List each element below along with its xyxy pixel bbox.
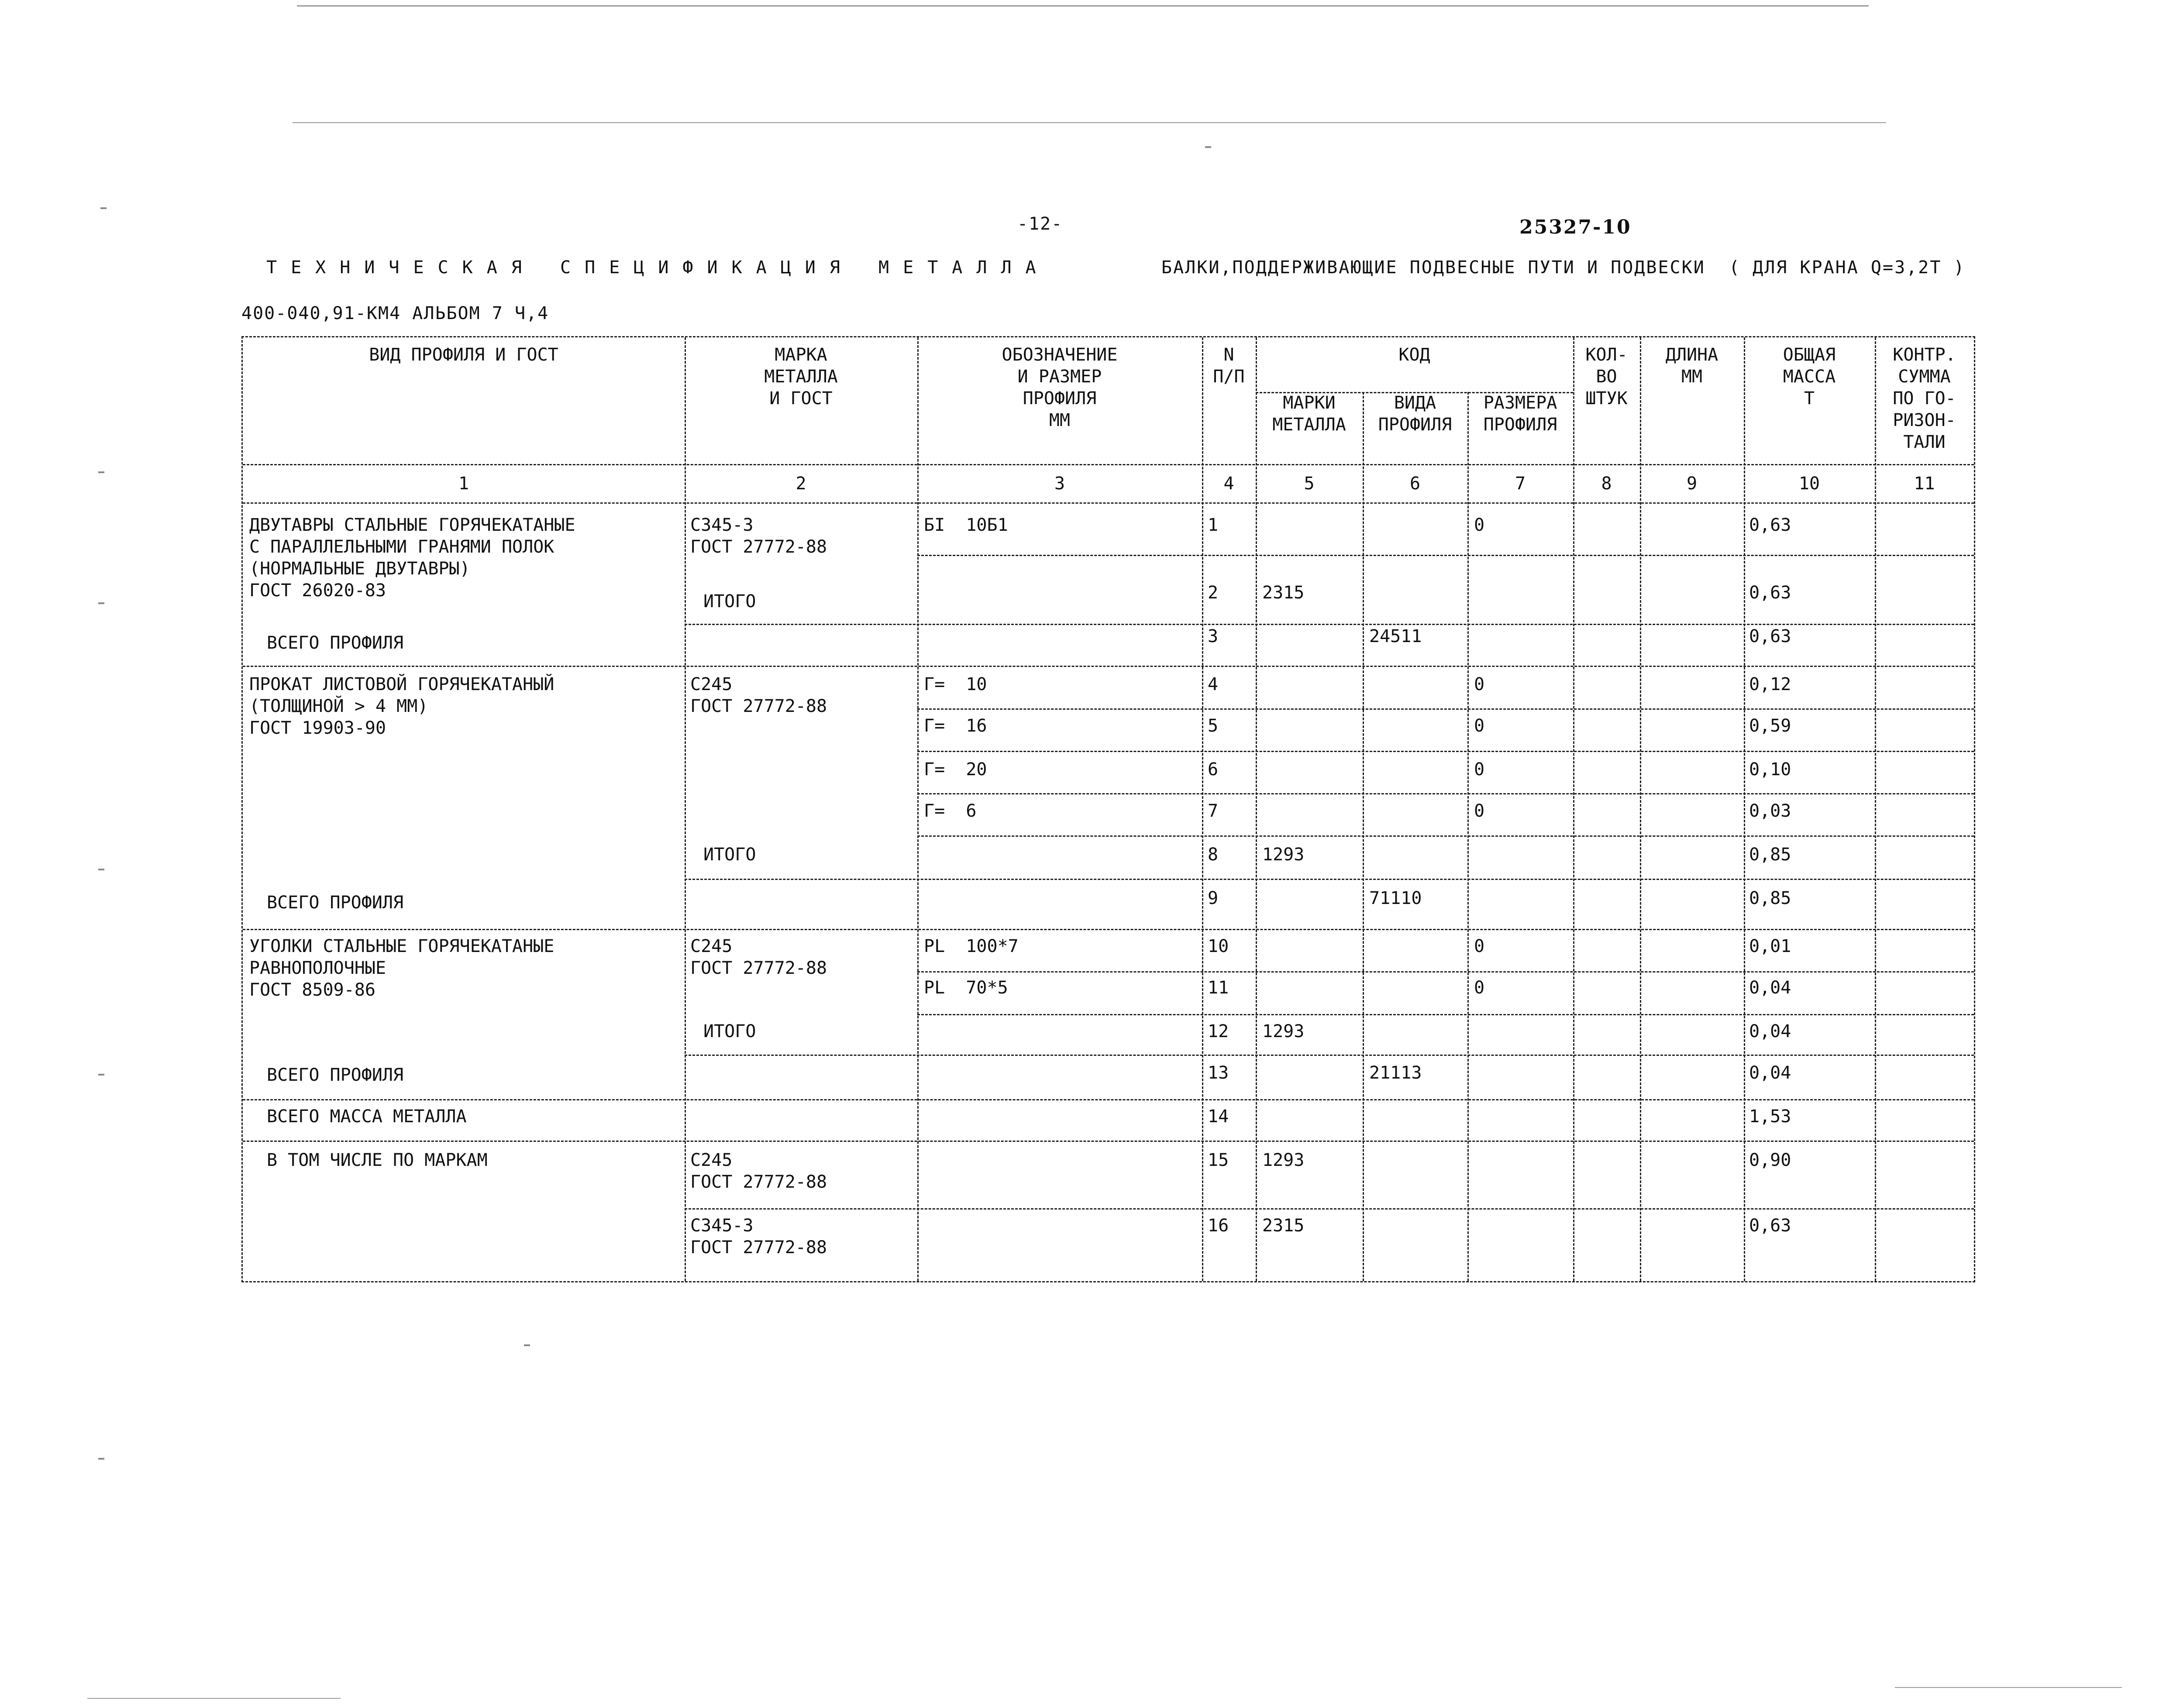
column-number: 7 — [1515, 474, 1526, 494]
row-mass: 0,63 — [1749, 1216, 1791, 1236]
row-mass: 0,04 — [1749, 1021, 1791, 1041]
by-grade-label: В ТОМ ЧИСЛЕ ПО МАРКАМ — [267, 1150, 488, 1170]
row-divider — [243, 1141, 1974, 1142]
row-n: 8 — [1208, 845, 1219, 865]
steel-grade: С345-3 ГОСТ 27772-88 — [690, 1216, 827, 1258]
row-m: 2315 — [1262, 583, 1305, 603]
scan-line — [87, 1698, 341, 1699]
header-code-size: РАЗМЕРА ПРОФИЛЯ — [1483, 393, 1557, 435]
total-mass-label: ВСЕГО МАССА МЕТАЛЛА — [267, 1107, 467, 1127]
row-r: 0 — [1474, 801, 1485, 821]
header-designation: ОБОЗНАЧЕНИЕ И РАЗМЕР ПРОФИЛЯ ММ — [1002, 345, 1118, 430]
row-r: 0 — [1474, 978, 1485, 998]
row-size: Г= 6 — [924, 801, 977, 821]
column-number: 1 — [458, 474, 469, 494]
row-size: PL 100*7 — [924, 936, 1019, 956]
vsego-label: ВСЕГО ПРОФИЛЯ — [267, 633, 404, 653]
scan-speck — [98, 1458, 104, 1460]
steel-grade: С245 ГОСТ 27772-88 — [690, 1150, 827, 1192]
row-r: 0 — [1474, 515, 1485, 535]
column-number: 3 — [1054, 474, 1065, 494]
row-n: 10 — [1208, 936, 1229, 956]
scan-speck — [524, 1344, 530, 1346]
page-number: -12- — [1017, 214, 1063, 234]
column-number: 11 — [1914, 474, 1935, 494]
header-length: ДЛИНА ММ — [1665, 345, 1718, 387]
row-size: Г= 20 — [924, 759, 987, 780]
profile-type: ПРОКАТ ЛИСТОВОЙ ГОРЯЧЕКАТАНЫЙ (ТОЛЩИНОЙ > 4 ММ) ГОСТ 19903-90 — [249, 674, 554, 738]
row-m: 1293 — [1262, 845, 1305, 865]
row-mass: 0,10 — [1749, 759, 1791, 780]
header-divider — [243, 464, 1974, 465]
row-size: БI 10Б1 — [924, 515, 1008, 535]
row-v: 21113 — [1369, 1063, 1422, 1083]
column-number: 2 — [796, 474, 806, 494]
row-n: 13 — [1208, 1063, 1229, 1083]
scan-speck — [98, 1074, 104, 1076]
itogo-label: ИТОГО — [703, 845, 756, 865]
column-number: 5 — [1304, 474, 1315, 494]
header-profile-type: ВИД ПРОФИЛЯ И ГОСТ — [369, 345, 558, 365]
row-r: 0 — [1474, 674, 1485, 694]
column-number: 4 — [1223, 474, 1234, 494]
header-checksum: КОНТР. СУММА ПО ГО- РИЗОН- ТАЛИ — [1893, 345, 1956, 452]
itogo-label: ИТОГО — [703, 1021, 756, 1041]
row-n: 16 — [1208, 1216, 1229, 1236]
column-number: 8 — [1601, 474, 1612, 494]
row-mass: 0,04 — [1749, 1063, 1791, 1083]
row-n: 9 — [1208, 888, 1219, 908]
header-divider — [243, 502, 1974, 504]
row-m: 1293 — [1262, 1021, 1305, 1041]
row-n: 15 — [1208, 1150, 1229, 1170]
header-row-number: N П/П — [1213, 345, 1245, 387]
row-v: 71110 — [1369, 888, 1422, 908]
row-divider — [243, 929, 1974, 930]
header-code: КОД — [1398, 345, 1430, 365]
header-code-steel: МАРКИ МЕТАЛЛА — [1272, 393, 1346, 435]
scan-speck — [98, 869, 104, 870]
header-quantity: КОЛ- ВО ШТУК — [1585, 345, 1628, 409]
scan-line — [293, 122, 1886, 123]
steel-grade: С345-3 ГОСТ 27772-88 — [690, 515, 827, 557]
scan-speck — [100, 207, 107, 209]
row-r: 0 — [1474, 716, 1485, 736]
spec-description: БАЛКИ,ПОДДЕРЖИВАЮЩИЕ ПОДВЕСНЫЕ ПУТИ И ПОДВЕСКИ ( ДЛЯ КРАНА Q=3,2Т ) — [1161, 258, 1966, 278]
row-r: 0 — [1474, 936, 1485, 956]
steel-grade: С245 ГОСТ 27772-88 — [690, 936, 827, 978]
row-mass: 0,63 — [1749, 515, 1791, 535]
row-n: 12 — [1208, 1021, 1229, 1041]
row-mass: 0,90 — [1749, 1150, 1791, 1170]
vsego-label: ВСЕГО ПРОФИЛЯ — [267, 1065, 404, 1085]
profile-type: УГОЛКИ СТАЛЬНЫЕ ГОРЯЧЕКАТАНЫЕ РАВНОПОЛОЧНЫЕ ГОСТ 8509-86 — [249, 936, 554, 1000]
column-number: 9 — [1686, 474, 1698, 494]
header-total-mass: ОБЩАЯ МАССА Т — [1783, 345, 1836, 409]
row-divider — [917, 555, 1974, 556]
scan-speck — [98, 602, 104, 604]
row-divider — [917, 751, 1974, 752]
scan-speck — [98, 471, 104, 473]
row-mass: 1,53 — [1749, 1107, 1791, 1127]
row-mass: 0,04 — [1749, 978, 1791, 998]
row-mass: 0,12 — [1749, 674, 1791, 694]
scan-speck — [1205, 146, 1211, 148]
row-divider — [917, 971, 1974, 973]
header-code-profile: ВИДА ПРОФИЛЯ — [1378, 393, 1452, 435]
row-divider — [685, 879, 1974, 880]
row-m: 2315 — [1262, 1216, 1305, 1236]
row-v: 24511 — [1369, 626, 1422, 646]
header-steel-grade: МАРКА МЕТАЛЛА И ГОСТ — [764, 345, 838, 409]
row-n: 7 — [1208, 801, 1219, 821]
row-size: PL 70*5 — [924, 978, 1008, 998]
row-n: 4 — [1208, 674, 1219, 694]
column-number: 6 — [1409, 474, 1421, 494]
row-divider — [917, 835, 1974, 837]
scan-line — [1895, 1687, 2122, 1688]
row-mass: 0,63 — [1749, 583, 1791, 603]
itogo-label: ИТОГО — [703, 591, 756, 612]
row-n: 6 — [1208, 759, 1219, 780]
row-mass: 0,01 — [1749, 936, 1791, 956]
row-divider — [685, 1208, 1974, 1210]
column-number: 10 — [1798, 474, 1820, 494]
row-divider — [243, 1099, 1974, 1100]
scan-line — [297, 5, 1869, 7]
row-divider — [917, 793, 1974, 794]
spec-title: ТЕХНИЧЕСКАЯ СПЕЦИФИКАЦИЯ МЕТАЛЛА — [266, 258, 1050, 278]
row-mass: 0,03 — [1749, 801, 1791, 821]
row-divider — [685, 624, 1974, 625]
steel-grade: С245 ГОСТ 27772-88 — [690, 674, 827, 716]
row-divider — [917, 708, 1974, 710]
row-size: Г= 16 — [924, 716, 987, 736]
row-mass: 0,59 — [1749, 716, 1791, 736]
row-r: 0 — [1474, 759, 1485, 780]
row-mass: 0,85 — [1749, 845, 1791, 865]
row-n: 14 — [1208, 1107, 1229, 1127]
row-n: 2 — [1208, 583, 1219, 603]
row-n: 5 — [1208, 716, 1219, 736]
row-n: 11 — [1208, 978, 1229, 998]
profile-type: ДВУТАВРЫ СТАЛЬНЫЕ ГОРЯЧЕКАТАНЫЕ С ПАРАЛЛЕЛЬНЫМИ ГРАНЯМИ ПОЛОК (НОРМАЛЬНЫЕ ДВУТАВРЫ) ГОСТ 26020-83 — [249, 515, 575, 601]
metal-specification-table — [241, 336, 1975, 1282]
row-divider — [243, 666, 1974, 667]
row-mass: 0,85 — [1749, 888, 1791, 908]
vsego-label: ВСЕГО ПРОФИЛЯ — [267, 893, 404, 913]
album-reference: 400-040,91-КМ4 АЛЬБОМ 7 Ч,4 — [241, 303, 549, 323]
row-divider — [685, 1055, 1974, 1056]
row-mass: 0,63 — [1749, 626, 1791, 646]
row-divider — [917, 1014, 1974, 1015]
row-m: 1293 — [1262, 1150, 1305, 1170]
row-size: Г= 10 — [924, 674, 987, 694]
row-n: 3 — [1208, 626, 1219, 646]
row-n: 1 — [1208, 515, 1219, 535]
document-number: 25327-10 — [1519, 216, 1632, 238]
